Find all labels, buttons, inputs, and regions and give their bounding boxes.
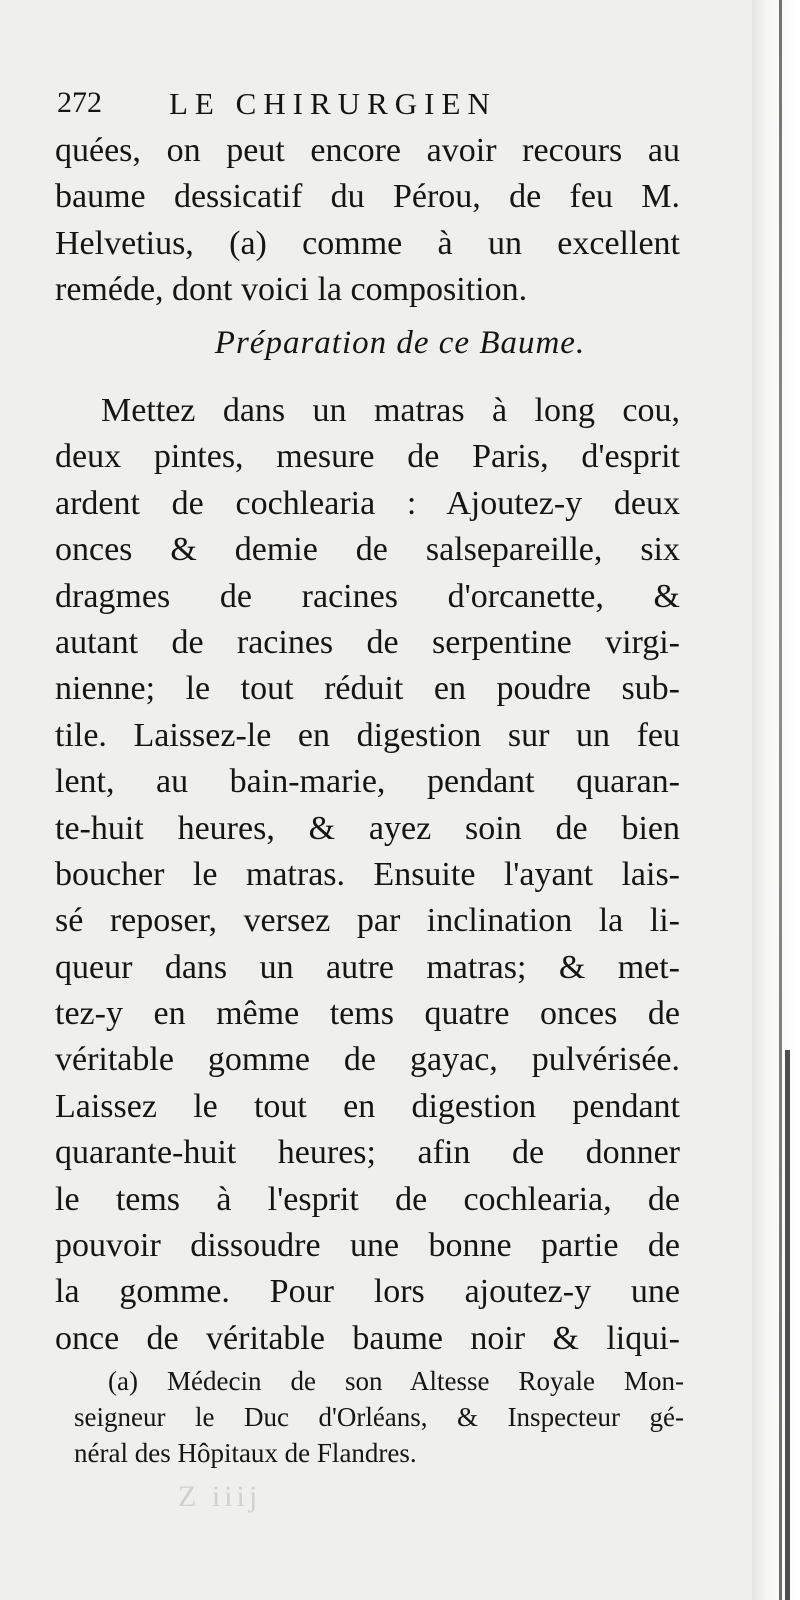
paragraph-2: [55, 388, 680, 1362]
text-line: Laissez le tout en digestion pendant: [55, 1087, 680, 1125]
text-line: onces & demie de salsepareille, six: [55, 531, 680, 569]
paragraph-1: [55, 128, 680, 314]
text-line: ardent de cochlearia : Ajoutez-y deux: [55, 484, 680, 522]
footnote-line: seigneur le Duc d'Orléans, & Inspecteur gé-: [74, 1402, 684, 1432]
binding-edge: [779, 0, 782, 1600]
text-line: tile. Laissez-le en digestion sur un feu: [55, 716, 680, 754]
text-line: pouvoir dissoudre une bonne partie de: [55, 1227, 680, 1265]
text-line: Helvetius, (a) comme à un excellent: [55, 224, 680, 262]
text-line: tez-y en même tems quatre onces de: [55, 995, 680, 1033]
text-line: deux pintes, mesure de Paris, d'esprit: [55, 438, 680, 476]
footnote-line: (a) Médecin de son Altesse Royale Mon-: [108, 1366, 684, 1396]
text-line: reméde, dont voici la composition.: [55, 271, 528, 309]
footnote-line: néral des Hôpitaux de Flandres.: [74, 1438, 417, 1468]
text-line: quées, on peut encore avoir recours au: [55, 132, 680, 169]
text-line: once de véritable baume noir & liqui-: [55, 1319, 680, 1357]
text-line: boucher le matras. Ensuite l'ayant lais-: [55, 855, 680, 893]
page-header: [57, 86, 697, 126]
text-line: baume dessicatif du Pérou, de feu M.: [55, 178, 680, 216]
page-edge-shadow: [752, 0, 800, 1600]
text-line: te-huit heures, & ayez soin de bien: [55, 809, 680, 847]
text-line: la gomme. Pour lors ajoutez-y une: [55, 1273, 680, 1311]
binding-edge-lower: [785, 1050, 790, 1600]
signature-mark: Z iiij: [178, 1480, 262, 1513]
text-line: nienne; le tout réduit en poudre sub-: [55, 670, 680, 708]
text-line: le tems à l'esprit de cochlearia, de: [55, 1180, 680, 1218]
text-line: quarante-huit heures; afin de donner: [55, 1134, 680, 1172]
text-line: sé reposer, versez par inclination la li-: [55, 902, 680, 940]
footnote: [74, 1363, 684, 1471]
text-line: dragmes de racines d'orcanette, &: [55, 577, 680, 615]
text-line: autant de racines de serpentine virgi-: [55, 623, 680, 661]
page-number: 272: [57, 86, 102, 119]
text-line: véritable gomme de gayac, pulvérisée.: [55, 1041, 680, 1079]
text-line: queur dans un autre matras; & met-: [55, 948, 680, 986]
section-title: Préparation de ce Baume.: [214, 325, 586, 361]
text-line: lent, au bain-marie, pendant quaran-: [55, 763, 680, 801]
running-title: LE CHIRURGIEN: [169, 86, 497, 121]
text-line: Mettez dans un matras à long cou,: [101, 392, 680, 429]
